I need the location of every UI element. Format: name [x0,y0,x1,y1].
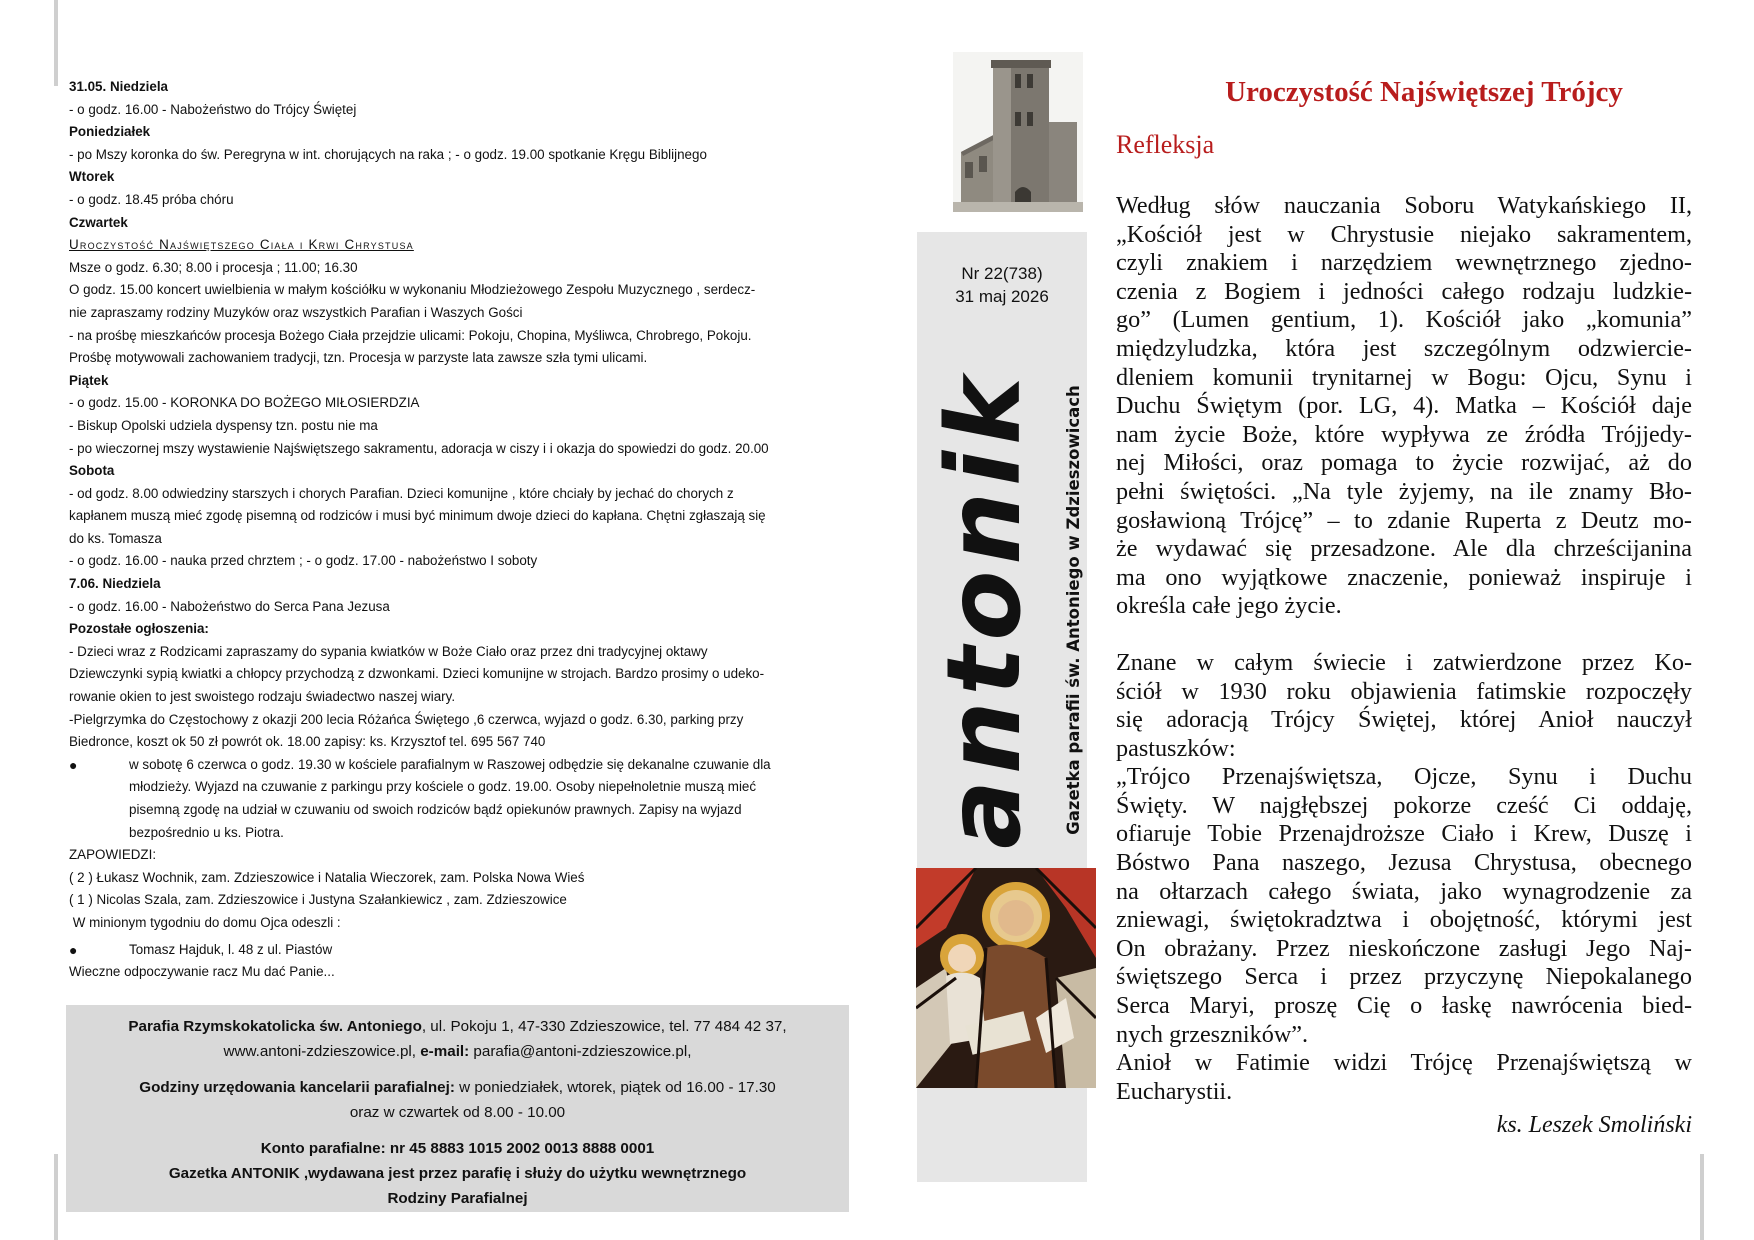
article-line: nej Miłości, oraz pomaga to życie rozwijać, aż do [1116,449,1692,477]
article-line: określa całe jego życie. [1116,592,1342,620]
announcement-line: rowanie okien to jest swoistego rodzaju świadectwo naszej wiary. [69,689,456,705]
article-line: czyli znakiem i narzędziem wewnętrznego zjedno- [1116,249,1692,277]
announcement-line: - od godz. 8.00 odwiedziny starszych i chorych Parafian. Dzieci komunijne , które chciały by jechać do chorych z [69,485,734,501]
announcement-line: - po Mszy koronka do św. Peregryna w int. chorujących na raka ; - o godz. 19.00 spotkanie Kręgu Biblijnego [69,146,707,162]
article-line: Bóstwo Pana naszego, Jezusa Chrystusa, obecnego [1116,849,1692,877]
banns-line: ( 2 ) Łukasz Wochnik, zam. Zdzieszowice i Natalia Wieczorek, zam. Polska Nowa Wieś [69,869,585,885]
article-line: nych grzeszników”. [1116,1020,1309,1048]
bullet-icon: ● [69,941,78,958]
bank-account: Konto parafialne: nr 45 8883 1015 2002 0013 8888 0001 [260,1140,655,1157]
article-title: Uroczystość Najświętszej Trójcy [1225,76,1623,108]
article-line: zniewagi, świętokradztwa i obojętność, którymi jest [1116,906,1692,934]
article-line: Anioł w Fatimie widzi Trójcę Przenajświętszą w [1116,1049,1692,1077]
article-line: Znane w całym świecie i zatwierdzone przez Ko- [1116,648,1692,676]
banns-line: ( 1 ) Nicolas Szala, zam. Zdzieszowice i Justyna Szałankiewicz , zam. Zdzieszowice [69,892,567,908]
article-line: „Kościół jest w Chrystusie niejako sakramentem, [1116,220,1692,248]
closing-prayer: Wieczne odpoczywanie racz Mu dać Panie... [69,964,335,980]
article-line: że wydawać się przesadzone. Ale dla chrześcijanina [1116,535,1692,563]
article-line: ściół w 1930 roku objawienia fatimskie rozpoczęły [1116,677,1692,705]
article-line: „Trójco Przenajświętsza, Ojcze, Synu i Duchu [1116,763,1692,791]
church-photo-icon [953,52,1083,212]
article-signature: ks. Leszek Smoliński [1496,1112,1692,1139]
announcements-column [69,76,849,984]
parish-website: www.antoni-zdzieszowice.pl, [223,1043,416,1060]
page-edge-top-left [54,0,58,86]
parish-name: Parafia Rzymskokatolicka św. Antoniego [128,1018,422,1035]
office-hours-line [66,1075,849,1100]
parish-address: , ul. Pokoju 1, 47-330 Zdzieszowice, tel. 77 484 42 37, [421,1018,787,1035]
day-heading: Czwartek [69,214,128,230]
article-line: nam życie Boże, które wypływa ze źródła Trójjedy- [1116,420,1692,448]
parish-info-box [66,1005,849,1212]
day-heading: Wtorek [69,169,115,185]
article-paragraph-2 [1116,649,1692,1107]
issue-info [917,262,1087,308]
bullet-vigil-line: pisemną zgodę na udział w czuwaniu od swoich rodziców bądź opiekunów prawnych. Zapisy na wyjazd [129,802,742,817]
office-hours-thursday: oraz w czwartek od 8.00 - 10.00 [349,1104,566,1121]
announcement-line: - o godz. 16.00 - Nabożeństwo do Trójcy Świętej [69,101,357,117]
bullet-vigil [69,754,849,844]
day-heading: Poniedziałek [69,124,151,140]
article-line: świętszego Serca i przez przyczynę Niepokalanego [1116,963,1692,991]
masthead-title: antonik [925,371,1044,849]
article-line: ma ono wyjątkowe znaczenie, ponieważ inspiruje i [1116,563,1692,591]
announcement-line: -Pielgrzymka do Częstochowy z okazji 200 lecia Różańca Świętego ,6 czerwca, wyjazd o godz. 6.30, parking przy [69,711,744,727]
parish-email: parafia@antoni-zdzieszowice.pl, [473,1043,692,1060]
article-line: Duchu Świętym (por. LG, 4). Matka – Kościół daje [1116,392,1692,420]
announcement-line: - Dzieci wraz z Rodzicami zapraszamy do sypania kwiatków w Boże Ciało oraz przez dni tradycyjnej oktawy [69,643,708,659]
article-line: Serca Maryi, proszę Cię o łaskę nawrócenia bied- [1116,992,1692,1020]
announcement-line: Dziewczynki sypią kwiatki a chłopcy przychodzą z dzwonkami. Dzieci komunijne w strojach. Bardzo prosimy o udeko- [69,666,765,682]
day-heading: Pozostałe ogłoszenia: [69,621,209,637]
publication-note: Gazetka ANTONIK ,wydawana jest przez parafię i służy do użytku wewnętrznego [168,1165,747,1182]
article-section-label: Refleksja [1116,130,1215,159]
article-line: na ołtarzach całego świata, jako wynagrodzenie za [1116,877,1692,905]
article-line: się adoracją Trójcy Świętej, której Anioł nauczył [1116,706,1692,734]
article-line: Według słów nauczania Soboru Watykańskiego II, [1116,192,1692,219]
issue-number: Nr 22(738) [961,264,1043,283]
article-line: pełni świętości. „Na tyle żyjemy, na ile znamy Bło- [1116,477,1692,505]
announcement-line: - po wieczornej mszy wystawienie Najświętszego sakramentu, adoracja w ciszy i i okazja do spowiedzi do godz. 20.00 [69,440,769,456]
page-edge-bottom-right [1700,1154,1704,1240]
article-line: gosławioną Trójcę” – to zdanie Ruperta z Deutz mo- [1116,506,1692,534]
masthead-subtitle: Gazetka parafii św. Antoniego w Zdzieszowicach [1064,385,1083,835]
article-line: dleniem komunii trynitarnej w Bogu: Ojcu, Synu i [1116,363,1692,391]
announcement-line: do ks. Tomasza [69,530,162,546]
parish-contact-line [66,1039,849,1064]
announcement-line: Biedronce, koszt ok 50 zł powrót ok. 18.00 zapisy: ks. Krzysztof tel. 695 567 740 [69,734,546,750]
office-hours-label: Godziny urzędowania kancelarii parafialnej: [139,1079,455,1096]
article-column [1116,70,1692,1140]
deceased-name: Tomasz Hajduk, l. 48 z ul. Piastów [129,941,333,957]
article-line: pastuszków: [1116,734,1236,762]
announcement-line: - o godz. 15.00 - KORONKA DO BOŻEGO MIŁOSIERDZIA [69,395,420,411]
announcement-line: nie zapraszamy rodziny Muzyków oraz wszystkich Parafian i Waszych Gości [69,304,523,320]
announcement-line: O godz. 15.00 koncert uwielbienia w małym kościółku w wykonaniu Młodzieżowego Zespołu Muzycznego , serdecz- [69,282,756,298]
office-hours-weekdays: w poniedziałek, wtorek, piątek od 16.00 - 17.30 [454,1079,776,1096]
day-heading: 7.06. Niedziela [69,576,161,592]
parish-address-line [66,1014,849,1039]
announcement-line: Msze o godz. 6.30; 8.00 i procesja ; 11.00; 16.30 [69,259,358,275]
stained-glass-saint-anthony-icon [916,868,1096,1088]
day-heading: Sobota [69,463,115,479]
bullet-vigil-line: bezpośrednio u ks. Piotra. [129,824,284,840]
bullet-vigil-line: w sobotę 6 czerwca o godz. 19.30 w kościele parafialnym w Raszowej odbędzie się dekanalne czuwanie dla [129,756,771,772]
issue-date: 31 maj 2026 [955,287,1049,306]
article-line: go” (Lumen gentium, 1). Kościół jako „komunia” [1116,306,1692,334]
announcements-lines [69,76,849,754]
announcement-line: - o godz. 18.45 próba chóru [69,191,234,207]
article-line: czenia z Bogiem i jedności całego rodzaju ludzkie- [1116,277,1692,305]
article-line: międzyludzka, która jest szczególnym odzwiercie- [1116,334,1692,362]
feast-title: Uroczystość Najświętszego Ciała i Krwi Chrystusa [69,237,414,253]
announcement-line: - o godz. 16.00 - Nabożeństwo do Serca Pana Jezusa [69,598,390,614]
announcement-line: kapłanem muszą mieć zgodę pisemną od rodziców i musi być minimum dwoje dzieci do kapłana. Chętni zgłaszają się [69,508,766,524]
email-label: e-mail: [420,1043,470,1060]
article-line: Święty. W najgłębszej pokorze cześć Ci oddaję, [1116,791,1692,819]
deceased-heading: W minionym tygodniu do domu Ojca odeszli : [69,914,341,930]
bullet-icon: ● [69,756,78,773]
publication-note-end: Rodziny Parafialnej [387,1190,528,1207]
bullet-vigil-line: młodzieży. Wyjazd na czuwanie z parkingu przy kościele o godz. 19.00. Osoby niepełnoletnie muszą mieć [129,779,757,795]
article-line: On obrażany. Przez nieskończone zasługi Jego Naj- [1116,934,1692,962]
day-heading: Piątek [69,372,109,388]
article-line: ofiaruje Tobie Przenajdroższe Ciało i Krew, Duszę i [1116,820,1692,848]
announcement-line: - o godz. 16.00 - nauka przed chrztem ; - o godz. 17.00 - nabożeństwo I soboty [69,553,538,569]
article-line: Eucharystii. [1116,1077,1233,1105]
announcement-line: Prośbę motywowali zachowaniem tradycji, tzn. Procesja w parzyste lata zawsze szła tymi ulicami. [69,350,648,366]
banns-heading: ZAPOWIEDZI: [69,847,157,863]
announcement-line: - Biskup Opolski udziela dyspensy tzn. postu nie ma [69,417,378,433]
bullet-deceased [69,939,849,962]
article-paragraph-1 [1116,192,1692,621]
day-heading: 31.05. Niedziela [69,79,168,94]
page-edge-bottom-left [54,1154,58,1240]
announcement-line: - na prośbę mieszkańców procesja Bożego Ciała przejdzie ulicami: Pokoju, Chopina, Myśliwca, Chrobrego, Pokoju. [69,327,752,343]
